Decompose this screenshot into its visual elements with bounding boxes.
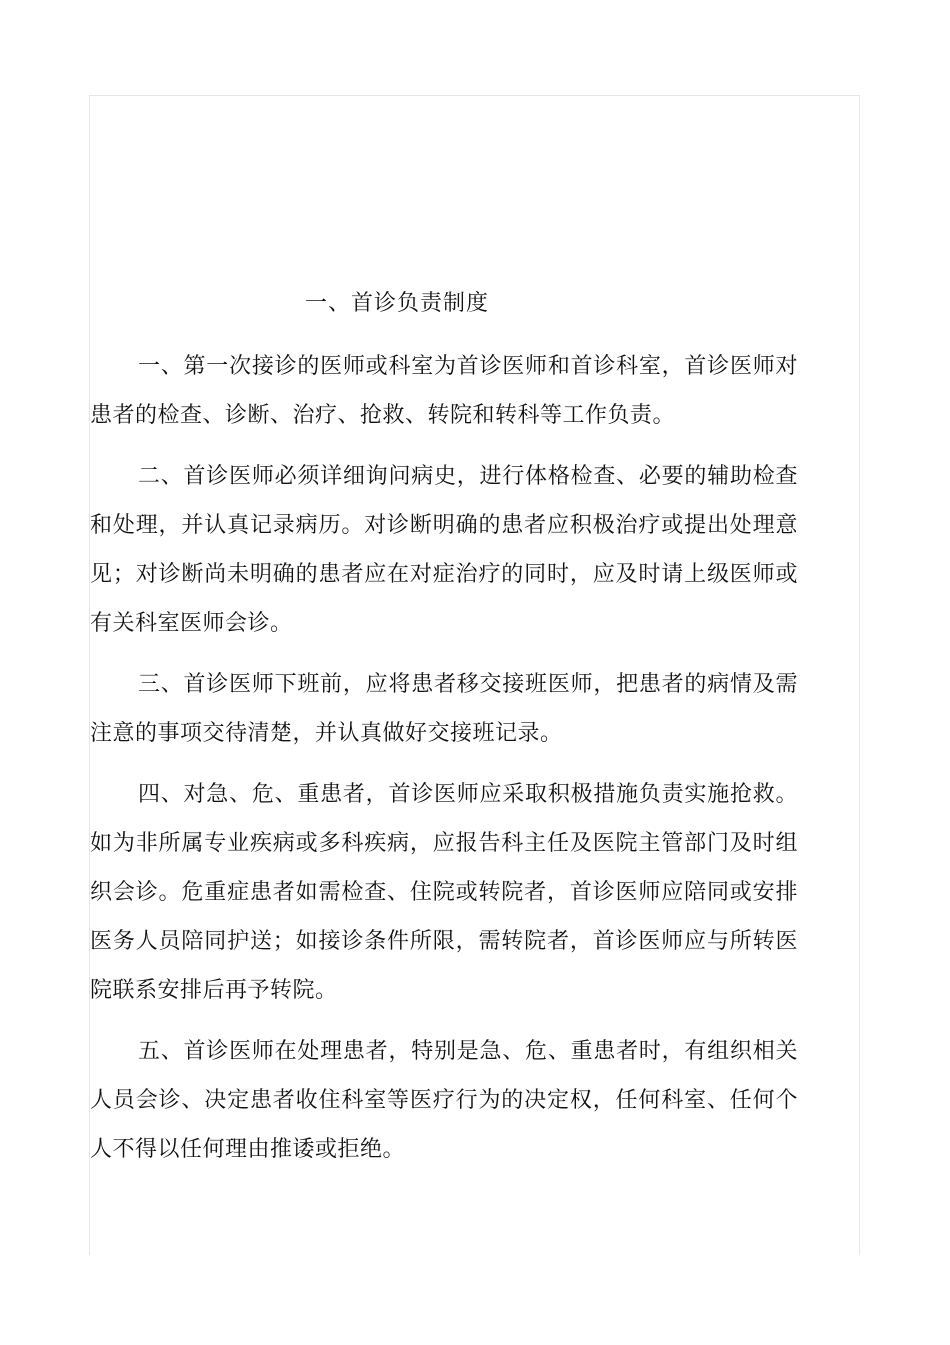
paragraph-1: 一、第一次接诊的医师或科室为首诊医师和首诊科室，首诊医师对患者的检查、诊断、治疗、抢救、转院和转科等工作负责。	[90, 354, 798, 428]
document-title: 一、首诊负责制度	[305, 291, 490, 316]
paragraph-2: 二、首诊医师必须详细询问病史，进行体格检查、必要的辅助检查和处理，并认真记录病历。对诊断明确的患者应积极治疗或提出处理意见；对诊断尚未明确的患者应在对症治疗的同时，应及时请上级医师或有关科室医师会诊。	[90, 464, 798, 636]
document-body	[90, 342, 798, 1186]
paragraph-3: 三、首诊医师下班前，应将患者移交接班医师，把患者的病情及需注意的事项交待清楚，并认真做好交接班记录。	[90, 672, 798, 746]
paragraph-5: 五、首诊医师在处理患者，特别是急、危、重患者时，有组织相关人员会诊、决定患者收住科室等医疗行为的决定权，任何科室、任何个人不得以任何理由推诿或拒绝。	[90, 1039, 798, 1162]
paragraph-4: 四、对急、危、重患者，首诊医师应采取积极措施负责实施抢救。如为非所属专业疾病或多科疾病，应报告科主任及医院主管部门及时组织会诊。危重症患者如需检查、住院或转院者，首诊医师应陪同或安排医务人员陪同护送；如接诊条件所限，需转院者，首诊医师应与所转医院联系安排后再予转院。	[90, 782, 798, 1003]
